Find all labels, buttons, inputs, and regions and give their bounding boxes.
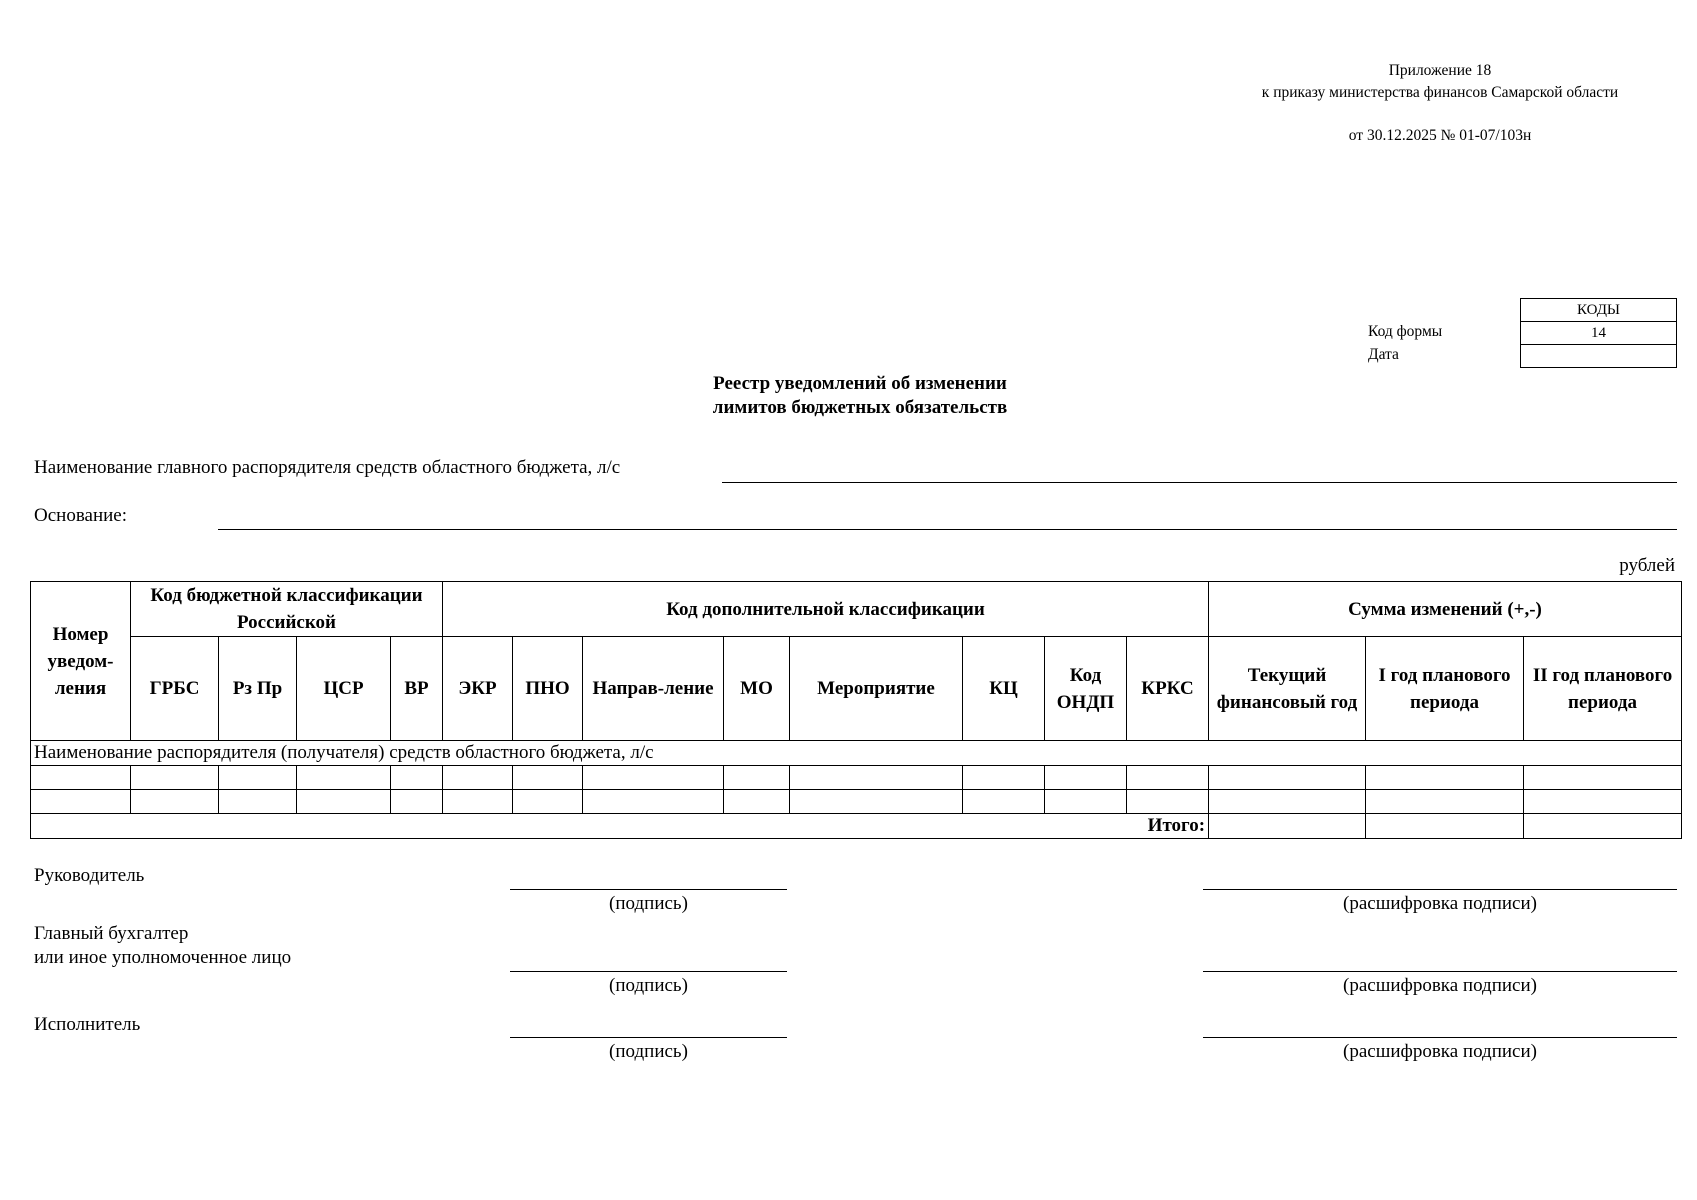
main-manager-label: Наименование главного распорядителя средств областного бюджета, л/с	[34, 457, 621, 478]
table-cell[interactable]	[297, 790, 391, 814]
table-cell[interactable]	[724, 790, 790, 814]
date-value	[1521, 345, 1677, 368]
table-cell[interactable]	[790, 766, 963, 790]
col-header-direction: Направ-ление	[583, 637, 724, 741]
table-cell[interactable]	[1045, 790, 1127, 814]
codes-header: КОДЫ	[1521, 299, 1677, 322]
accountant-signature-line[interactable]	[510, 971, 787, 972]
total-label: Итого:	[31, 814, 1209, 839]
col-header-plan-year-2: II год планового периода	[1524, 637, 1682, 741]
executor-decode-line[interactable]	[1203, 1037, 1677, 1038]
table-cell[interactable]	[583, 766, 724, 790]
table-cell[interactable]	[443, 766, 513, 790]
table-cell[interactable]	[391, 790, 443, 814]
accountant-signature-caption: (подпись)	[609, 975, 688, 996]
registry-table	[30, 581, 1682, 839]
table-cell[interactable]	[31, 790, 131, 814]
col-header-plan-year-1: I год планового периода	[1366, 637, 1524, 741]
executor-signature-caption: (подпись)	[609, 1041, 688, 1062]
col-header-number: Номер уведом-ления	[31, 582, 131, 741]
table-cell[interactable]	[131, 766, 219, 790]
total-plan-year-2[interactable]	[1524, 814, 1682, 839]
table-cell[interactable]	[513, 790, 583, 814]
col-header-rzpr: Рз Пр	[219, 637, 297, 741]
table-cell[interactable]	[790, 790, 963, 814]
group-header-sum: Сумма изменений (+,-)	[1209, 582, 1682, 637]
head-label: Руководитель	[34, 865, 145, 886]
col-header-ondp: Код ОНДП	[1045, 637, 1127, 741]
basis-label: Основание:	[34, 505, 128, 526]
head-decode-caption: (расшифровка подписи)	[1343, 893, 1537, 914]
col-header-csr: ЦСР	[297, 637, 391, 741]
col-header-kc: КЦ	[963, 637, 1045, 741]
executor-label: Исполнитель	[34, 1014, 141, 1035]
basis-line[interactable]	[218, 529, 1677, 530]
col-header-pno: ПНО	[513, 637, 583, 741]
table-cell[interactable]	[443, 790, 513, 814]
total-row	[31, 814, 1682, 839]
form-code-label: Код формы	[1368, 323, 1443, 340]
appendix-line-2: к приказу министерства финансов Самарской области	[1261, 84, 1619, 101]
table-cell[interactable]	[1127, 790, 1209, 814]
date-label: Дата	[1368, 346, 1399, 363]
table-cell[interactable]	[1127, 766, 1209, 790]
col-header-current-year: Текущий финансовый год	[1209, 637, 1366, 741]
table-cell[interactable]	[219, 790, 297, 814]
chief-accountant-label	[34, 922, 291, 970]
table-cell[interactable]	[513, 766, 583, 790]
table-cell[interactable]	[1209, 790, 1366, 814]
accountant-decode-line[interactable]	[1203, 971, 1677, 972]
col-header-mo: МО	[724, 637, 790, 741]
table-cell[interactable]	[1366, 790, 1524, 814]
table-row	[31, 766, 1682, 790]
head-signature-caption: (подпись)	[609, 893, 688, 914]
table-cell[interactable]	[583, 790, 724, 814]
table-cell[interactable]	[1524, 790, 1682, 814]
table-cell[interactable]	[724, 766, 790, 790]
currency-unit: рублей	[1619, 555, 1675, 576]
col-header-grbs: ГРБС	[131, 637, 219, 741]
recipient-row: Наименование распорядителя (получателя) средств областного бюджета, л/с	[31, 741, 1682, 766]
executor-signature-line[interactable]	[510, 1037, 787, 1038]
accountant-decode-caption: (расшифровка подписи)	[1343, 975, 1537, 996]
total-plan-year-1[interactable]	[1366, 814, 1524, 839]
table-cell[interactable]	[31, 766, 131, 790]
order-number: от 30.12.2025 № 01-07/103н	[1348, 127, 1532, 144]
executor-decode-caption: (расшифровка подписи)	[1343, 1041, 1537, 1062]
table-cell[interactable]	[1366, 766, 1524, 790]
total-current-year[interactable]	[1209, 814, 1366, 839]
table-cell[interactable]	[1209, 766, 1366, 790]
codes-box	[1520, 298, 1677, 368]
head-signature-line[interactable]	[510, 889, 787, 890]
title-line-2: лимитов бюджетных обязательств	[712, 397, 1008, 418]
col-header-ekr: ЭКР	[443, 637, 513, 741]
col-header-event: Мероприятие	[790, 637, 963, 741]
table-cell[interactable]	[131, 790, 219, 814]
head-decode-line[interactable]	[1203, 889, 1677, 890]
title-line-1: Реестр уведомлений об изменении	[713, 373, 1007, 394]
col-header-vr: ВР	[391, 637, 443, 741]
chief-accountant-line-2: или иное уполномоченное лицо	[34, 947, 292, 968]
table-cell[interactable]	[963, 766, 1045, 790]
main-manager-line[interactable]	[722, 482, 1677, 483]
table-cell[interactable]	[963, 790, 1045, 814]
group-header-additional: Код дополнительной классификации	[443, 582, 1209, 637]
table-cell[interactable]	[219, 766, 297, 790]
table-cell[interactable]	[1045, 766, 1127, 790]
chief-accountant-line-1: Главный бухгалтер	[34, 923, 189, 944]
col-header-krks: КРКС	[1127, 637, 1209, 741]
table-row	[31, 790, 1682, 814]
table-cell[interactable]	[391, 766, 443, 790]
form-code-value: 14	[1521, 322, 1677, 345]
table-cell[interactable]	[1524, 766, 1682, 790]
group-header-budget: Код бюджетной классификации Российской	[131, 582, 443, 637]
table-cell[interactable]	[297, 766, 391, 790]
appendix-line-1: Приложение 18	[1388, 62, 1492, 79]
appendix-header	[1200, 60, 1680, 104]
document-title	[640, 372, 1080, 420]
